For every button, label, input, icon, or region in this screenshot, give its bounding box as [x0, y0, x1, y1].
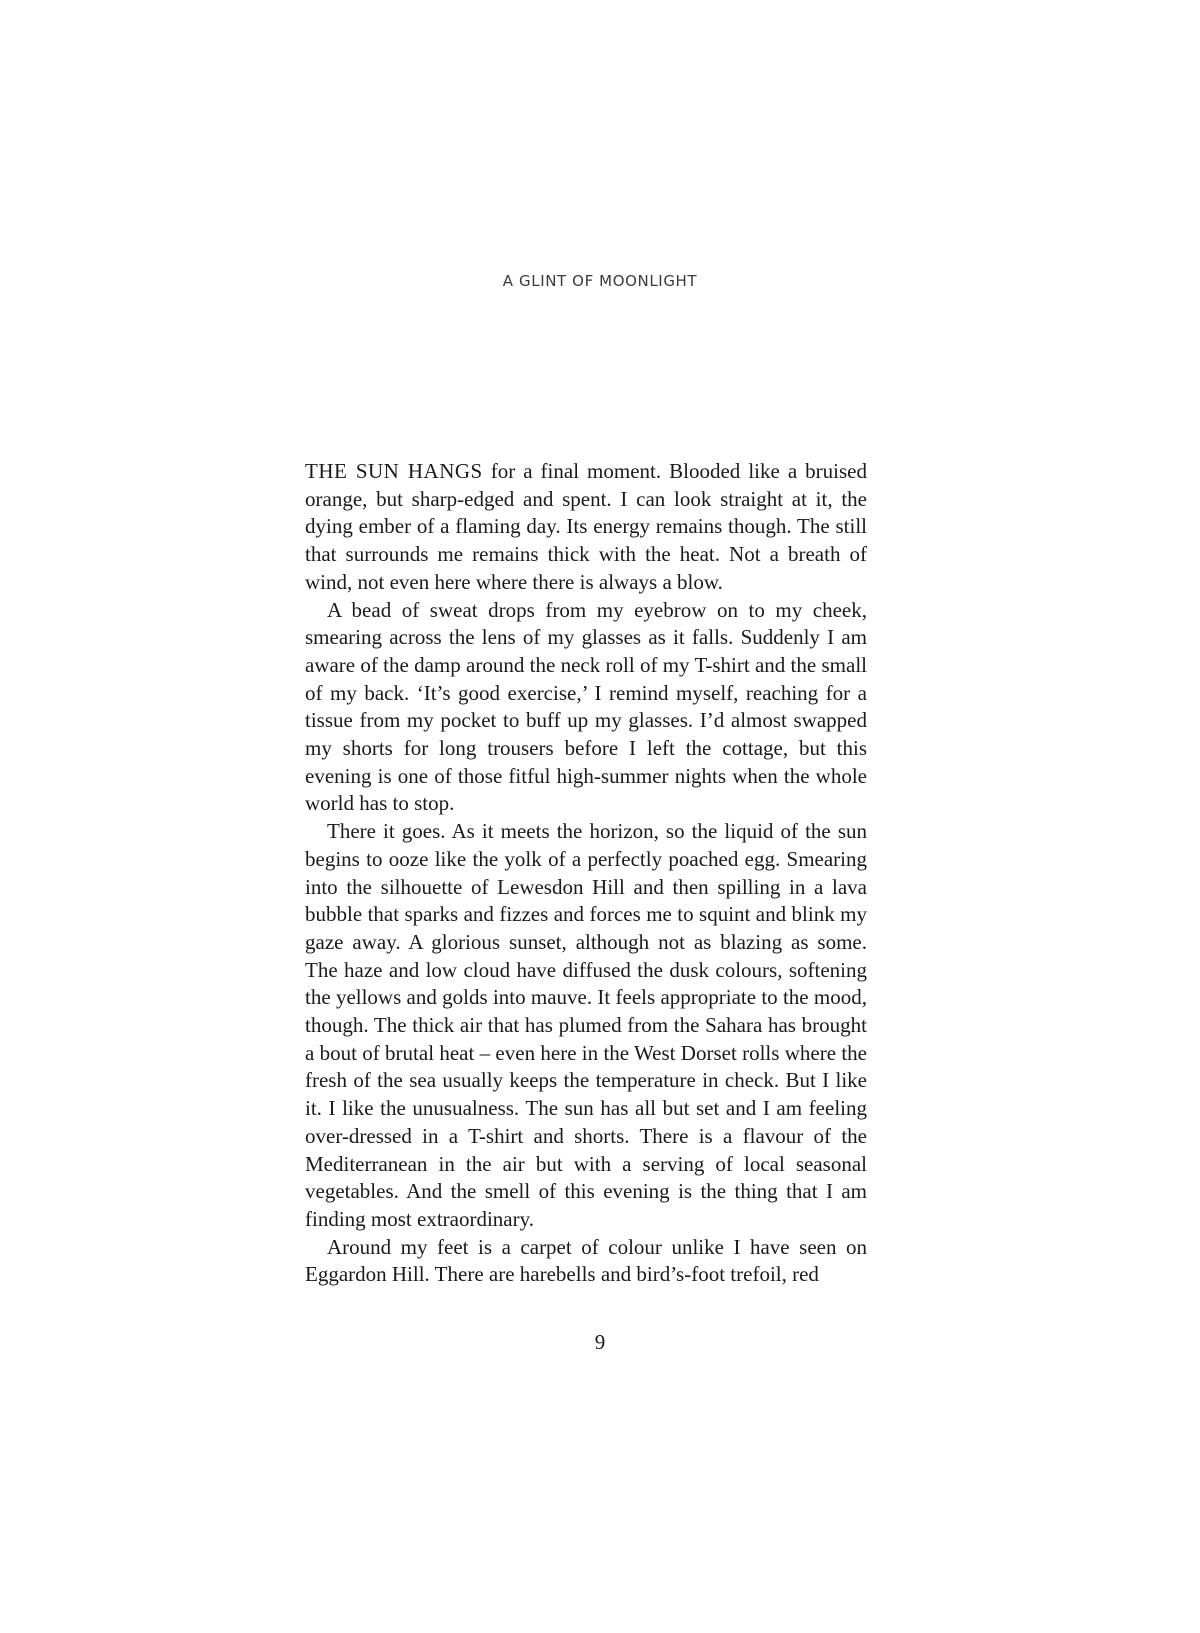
paragraph-1-text: for a final moment. Blooded like a bruised orange, but sharp-edged and spent. I can look straight at it, the dying ember of a flaming day. Its energy remains though. The still that surrounds me remains thick with the heat. Not a breath of wind, not even here where there is always a blow. — [305, 459, 867, 594]
paragraph-1 — [305, 458, 867, 597]
running-head: A GLINT OF MOONLIGHT — [502, 272, 698, 290]
paragraph-4: Around my feet is a carpet of colour unlike I have seen on Eggardon Hill. There are harebells and bird’s-foot trefoil, red — [305, 1234, 867, 1287]
paragraph-2: A bead of sweat drops from my eyebrow on to my cheek, smearing across the lens of my glasses as it falls. Suddenly I am aware of the damp around the neck roll of my T-shirt and the small of my back. ‘It’s good exercise,’ I remind myself, reaching for a tissue from my pocket to buff up my glasses. I’d almost swapped my shorts for long trousers before I left the cottage, but this evening is one of those fitful high-summer nights when the whole world has to stop. — [305, 597, 867, 816]
paragraph-3: There it goes. As it meets the horizon, so the liquid of the sun begins to ooze like the yolk of a perfectly poached egg. Smearing into the silhouette of Lewesdon Hill and then spilling in a lava bubble that sparks and fizzes and forces me to squint and blink my gaze away. A glorious sunset, although not as blazing as some. The haze and low cloud have diffused the dusk colours, softening the yellows and golds into mauve. It feels appropriate to the mood, though. The thick air that has plumed from the Sahara has brought a bout of brutal heat – even here in the West Dorset rolls where the fresh of the sea usually keeps the temperature in check. But I like it. I like the unusualness. The sun has all but set and I am feeling over-dressed in a T-shirt and shorts. There is a flavour of the Mediterranean in the air but with a serving of local seasonal vegetables. And the smell of this evening is the thing that I am finding most extraordinary. — [305, 819, 867, 1231]
page-number: 9 — [594, 1330, 606, 1354]
body-text — [305, 458, 867, 1289]
opening-words: THE SUN HANGS — [305, 459, 483, 483]
